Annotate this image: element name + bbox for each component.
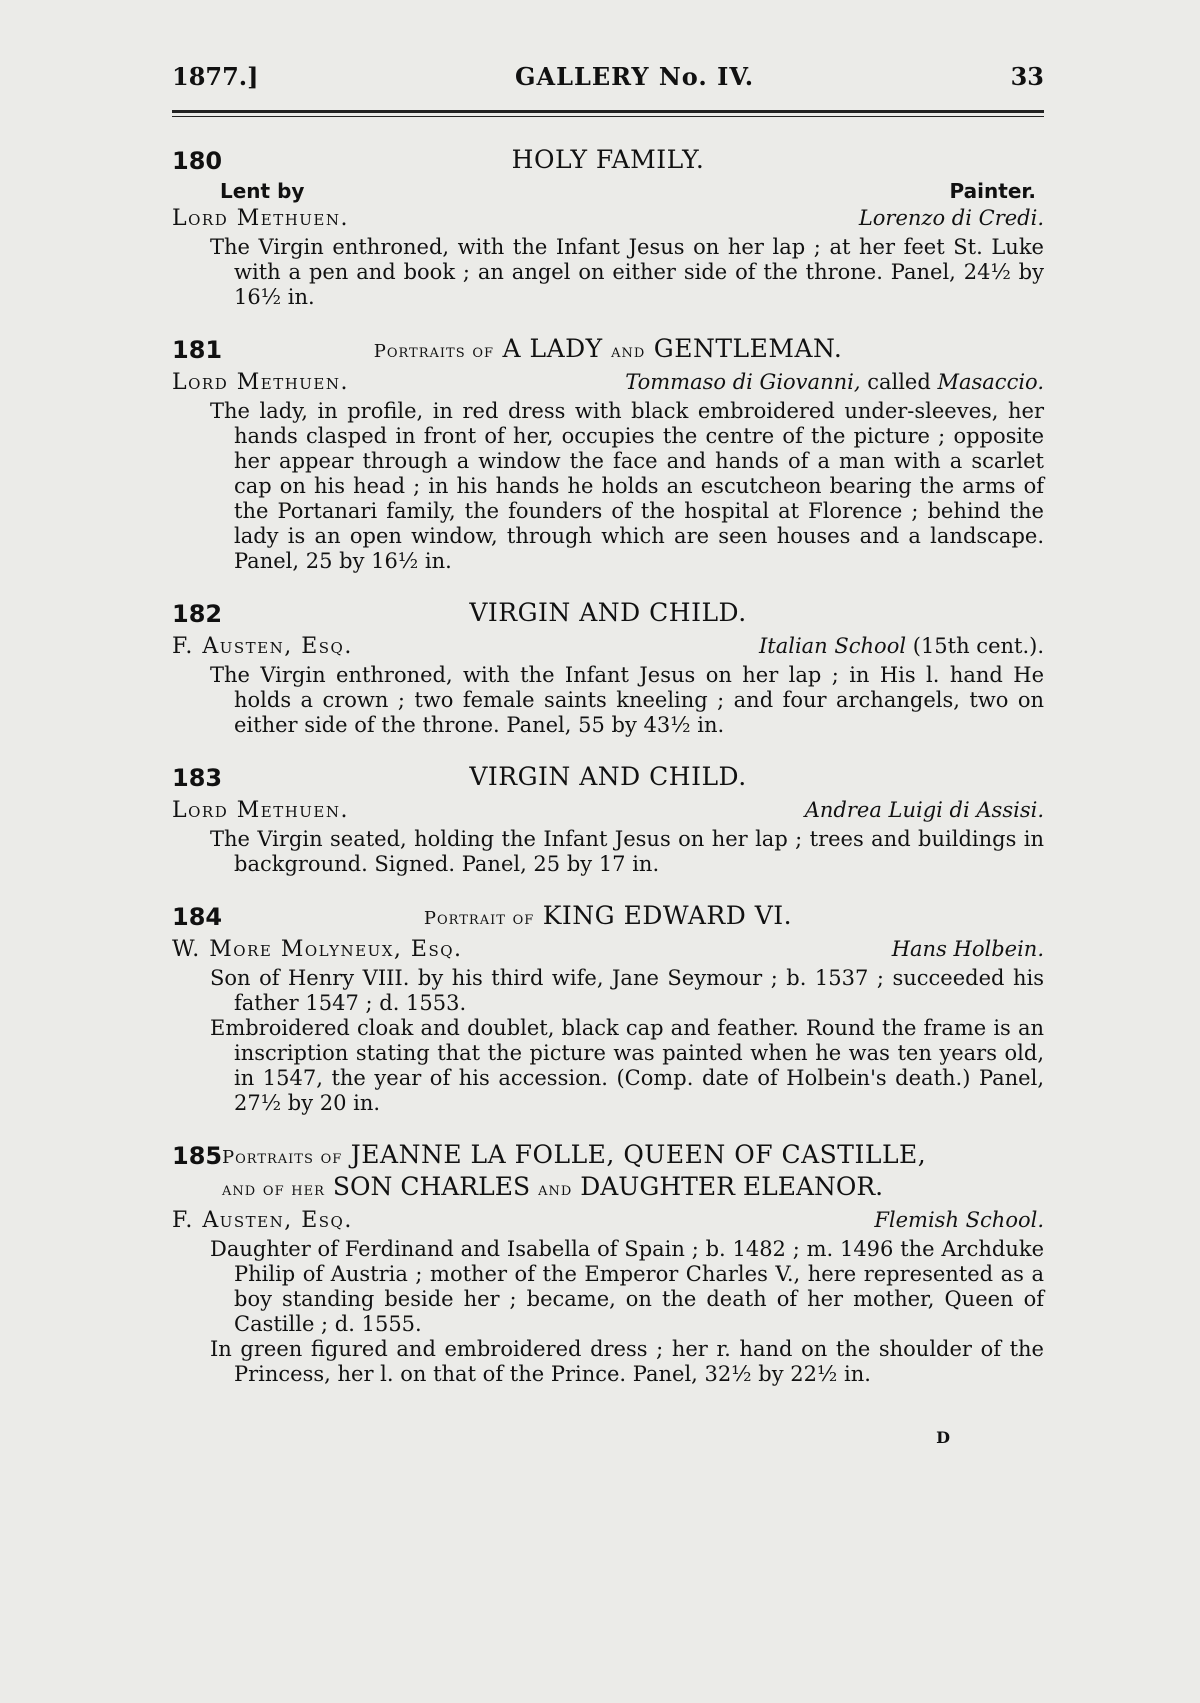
- header-rule: [172, 110, 1044, 113]
- entry-title: Portraits of JEANNE LA FOLLE, QUEEN OF CASTILLE,: [222, 1140, 927, 1169]
- entry-lender: Lord Methuen.: [172, 206, 349, 231]
- lent-by-label: Lent by: [220, 179, 305, 203]
- entry-description: Daughter of Ferdinand and Isabella of Spain ; b. 1482 ; m. 1496 the Archduke Philip of Austria ; mother of the Emperor Charles V., here represented as a boy standing beside her ; became, on the death of her mother, Queen of Castille ; d. 1555.: [210, 1237, 1044, 1336]
- page-content: [172, 64, 1044, 1413]
- entry-title: Portraits of A LADY and GENTLEMAN.: [373, 334, 843, 363]
- entry-title: HOLY FAMILY.: [511, 145, 705, 174]
- header-page-number: 33: [1010, 62, 1044, 91]
- entry-painter: Tommaso di Giovanni, called Masaccio.: [625, 370, 1044, 394]
- entry-number: 182: [172, 600, 223, 628]
- catalogue-entry-180: [172, 147, 1044, 310]
- entry-description: Son of Henry VIII. by his third wife, Jane Seymour ; b. 1537 ; succeeded his father 1547 ; d. 1553.: [210, 966, 1044, 1015]
- header-year: 1877.]: [172, 62, 259, 91]
- entry-description: Embroidered cloak and doublet, black cap and feather. Round the frame is an inscription stating that the picture was painted when he was ten years old, in 1547, the year of his accession. (Comp. date of Holbein's death.) Panel, 27½ by 20 in.: [210, 1016, 1044, 1115]
- catalogue-entry-183: [172, 764, 1044, 877]
- entry-description: The Virgin enthroned, with the Infant Jesus on her lap ; at her feet St. Luke with a pen and book ; an angel on either side of the throne. Panel, 24½ by 16½ in.: [210, 235, 1044, 309]
- signature-mark: D: [936, 1428, 950, 1447]
- entry-painter: Hans Holbein.: [891, 937, 1044, 961]
- running-head: [172, 64, 1044, 104]
- entry-lender: F. Austen, Esq.: [172, 1208, 353, 1233]
- catalogue-entry-181: [172, 336, 1044, 574]
- entry-description: In green figured and embroidered dress ; her r. hand on the shoulder of the Princess, her l. on that of the Prince. Panel, 32½ by 22½ in.: [210, 1337, 1044, 1386]
- entry-title: Portrait of KING EDWARD VI.: [423, 901, 793, 930]
- entry-painter: Andrea Luigi di Assisi.: [804, 798, 1044, 822]
- catalogue-entry-184: [172, 903, 1044, 1116]
- painter-label: Painter.: [949, 179, 1036, 203]
- header-rule-thin: [172, 116, 1044, 117]
- entry-title-continued: and of her SON CHARLES and DAUGHTER ELEANOR.: [222, 1172, 884, 1201]
- catalogue-entry-185: [172, 1142, 1044, 1387]
- entry-description: The Virgin enthroned, with the Infant Jesus on her lap ; in His l. hand He holds a crown ; two female saints kneeling ; and four archangels, two on either side of the throne. Panel, 55 by 43½ in.: [210, 663, 1044, 737]
- entry-description: The Virgin seated, holding the Infant Jesus on her lap ; trees and buildings in background. Signed. Panel, 25 by 17 in.: [210, 827, 1044, 876]
- entry-title: VIRGIN AND CHILD.: [469, 598, 747, 627]
- entry-lender: W. More Molyneux, Esq.: [172, 937, 463, 962]
- entry-lender: Lord Methuen.: [172, 370, 349, 395]
- catalogue-entry-182: [172, 600, 1044, 738]
- entry-painter: Flemish School.: [874, 1208, 1044, 1232]
- column-labels: [172, 179, 1044, 204]
- entry-description: The lady, in profile, in red dress with black embroidered under-sleeves, her hands clasped in front of her, occupies the centre of the picture ; opposite her appear through a window the face and hands of a man with a scarlet cap on his head ; in his hands he holds an escutcheon bearing the arms of the Portanari family, the founders of the hospital at Florence ; behind the lady is an open window, through which are seen houses and a landscape. Panel, 25 by 16½ in.: [210, 399, 1044, 573]
- entry-title: VIRGIN AND CHILD.: [469, 762, 747, 791]
- entry-painter: Lorenzo di Credi.: [858, 206, 1044, 230]
- header-title: GALLERY No. IV.: [515, 62, 755, 91]
- entry-number: 180: [172, 147, 223, 175]
- entry-lender: F. Austen, Esq.: [172, 634, 353, 659]
- entry-number: 183: [172, 764, 223, 792]
- entry-number: 181: [172, 336, 223, 364]
- entry-number: 185: [172, 1142, 223, 1170]
- entry-lender: Lord Methuen.: [172, 798, 349, 823]
- entry-number: 184: [172, 903, 223, 931]
- entry-painter: Italian School (15th cent.).: [758, 634, 1044, 658]
